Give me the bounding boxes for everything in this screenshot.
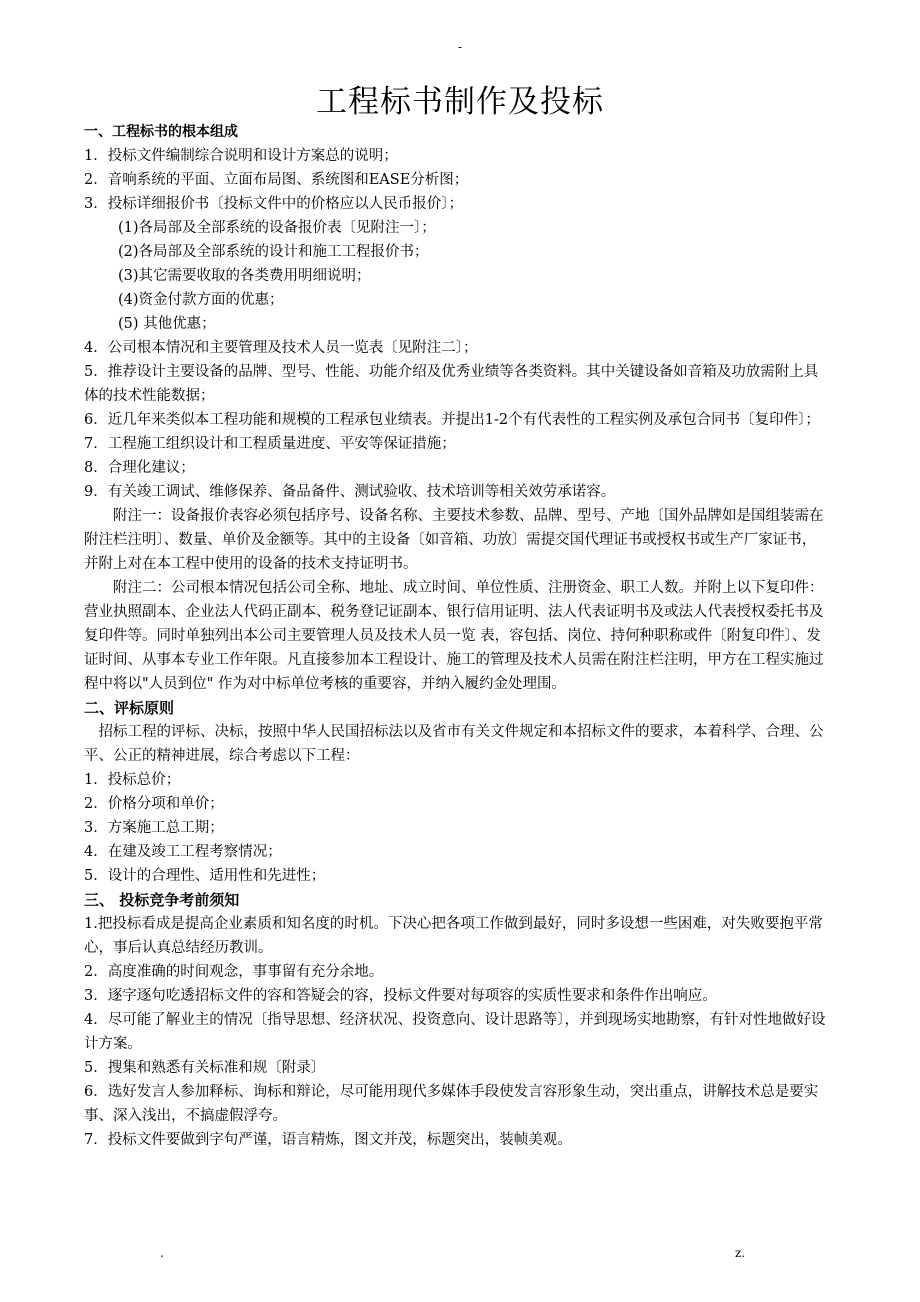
note-1: 附注一：设备报价表容必须包括序号、设备名称、主要技术参数、品牌、型号、产地〔国外品牌如是国组装需在附注栏注明〕、数量、单价及金额等。其中的主设备〔如音箱、功放〕需提交国代理证书或授权书或生产厂家证书，并附上对在本工程中使用的设备的技术支持证明书。 <box>84 508 824 572</box>
list-item: 3．投标详细报价书〔投标文件中的价格应以人民币报价〕； <box>84 196 463 212</box>
list-item: 9．有关竣工调试、维修保养、备品备件、测试验收、技术培训等相关效劳承诺容。 <box>84 484 616 500</box>
list-item: 7．投标文件要做到字句严谨，语言精炼，图文并茂，标题突出，装帧美观。 <box>84 1132 572 1148</box>
list-item: 4．尽可能了解业主的情况〔指导思想、经济状况、投资意向、设计思路等〕，并到现场实地勘察，有针对性地做好设计方案。 <box>84 1012 826 1052</box>
list-item: 1．投标总价； <box>84 772 181 788</box>
sub-list-item: (4)资金付款方面的优惠； <box>118 292 284 308</box>
header-mark: - <box>457 40 463 54</box>
list-item: 4．公司根本情况和主要管理及技术人员一览表〔见附注二〕； <box>84 340 478 356</box>
sub-list-item: (1)各局部及全部系统的设备报价表〔见附注一〕； <box>118 220 436 236</box>
list-item: 2．音响系统的平面、立面布局图、系统图和EASE分析图； <box>84 172 469 188</box>
section2-heading: 二、评标原则 <box>84 699 175 717</box>
sub-list-item: (5) 其他优惠； <box>118 316 216 332</box>
list-item: 2．高度准确的时间观念，事事留有充分余地。 <box>84 964 384 980</box>
section1-heading: 一、工程标书的根本组成 <box>84 124 238 140</box>
section2-intro: 招标工程的评标、决标，按照中华人民国招标法以及省市有关文件规定和本招标文件的要求，本着科学、合理、公平、公正的精神进展，综合考虑以下工程： <box>84 724 824 764</box>
list-item: 8．合理化建议； <box>84 460 195 476</box>
list-item: 3．逐字逐句吃透招标文件的容和答疑会的容，投标文件要对每项容的实质性要求和条件作出响应。 <box>84 988 717 1004</box>
list-item: 3．方案施工总工期； <box>84 820 224 836</box>
section3-heading: 三、 投标竞争考前须知 <box>84 891 240 909</box>
list-item: 1.把投标看成是提高企业素质和知名度的时机。下决心把各项工作做到最好，同时多设想一些困难，对失败要抱平常心，事后认真总结经历教训。 <box>84 916 823 956</box>
list-item: 2．价格分项和单价； <box>84 796 224 812</box>
list-item: 6．选好发言人参加释标、询标和辩论，尽可能用现代多媒体手段使发言容形象生动，突出重点，讲解技术总是要实事、深入浅出，不搞虚假浮夸。 <box>84 1084 819 1124</box>
footer-right-mark: z. <box>735 1246 746 1260</box>
list-item: 5．搜集和熟悉有关标准和规〔附录〕 <box>84 1060 326 1076</box>
list-item: 5．推荐设计主要设备的品牌、型号、性能、功能介绍及优秀业绩等各类资料。其中关键设备如音箱及功放需附上具体的技术性能数据； <box>84 364 819 404</box>
note-2: 附注二：公司根本情况包括公司全称、地址、成立时间、单位性质、注册资金、职工人数。并附上以下复印件：营业执照副本、企业法人代码正副本、税务登记证副本、银行信用证明、法人代表证明书及或法人代表授权委托书及复印件等。同时单独列出本公司主要管理人员及技术人员一览 表，容包括、岗位、持何种职称或件〔附复印件〕、发证时间、从事本专业工作年限。凡直接参加本工程设计、施工的管理及技术人员需在附注栏注明，甲方在工程实施过程中将以"人员到位" 作为对中标单位考核的重要容，并纳入履约金处理围。 <box>84 580 824 692</box>
list-item: 4．在建及竣工工程考察情况； <box>84 844 282 860</box>
sub-list-item: (3)其它需要收取的各类费用明细说明； <box>118 268 371 284</box>
list-item: 5．设计的合理性、适用性和先进性； <box>84 868 326 884</box>
sub-list-item: (2)各局部及全部系统的设计和施工工程报价书； <box>118 244 429 260</box>
page-title: 工程标书制作及投标 <box>316 84 604 120</box>
footer-left-mark: . <box>160 1246 164 1260</box>
list-item: 7．工程施工组织设计和工程质量进度、平安等保证措施； <box>84 436 456 452</box>
list-item: 1．投标文件编制综合说明和设计方案总的说明； <box>84 148 398 164</box>
document-body <box>84 120 829 1152</box>
list-item: 6．近几年来类似本工程功能和规模的工程承包业绩表。并提出1-2个有代表性的工程实例及承包合同书〔复印件〕； <box>84 412 820 428</box>
